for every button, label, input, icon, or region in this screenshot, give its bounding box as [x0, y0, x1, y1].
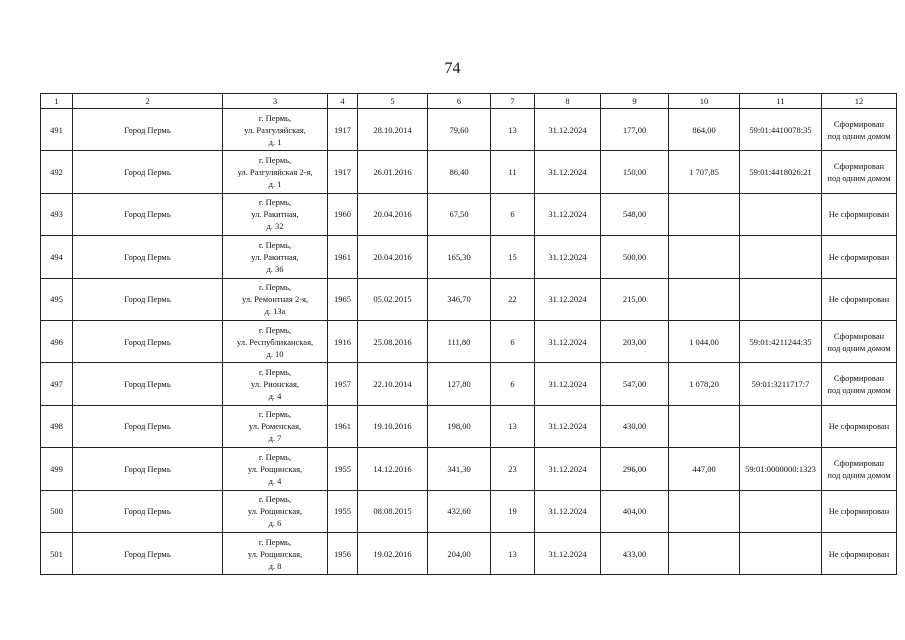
- status-line: Сформирован: [833, 161, 885, 172]
- inclusion-date-cell: 22.10.2014: [358, 363, 428, 405]
- status-line: Сформирован: [833, 373, 885, 384]
- address-cell: [223, 448, 328, 490]
- address-line: г. Пермь,: [258, 197, 292, 208]
- municipality-cell: Город Пермь: [73, 278, 223, 320]
- area-cell: 79,60: [428, 109, 491, 151]
- status-line: Не сформирован: [828, 251, 890, 262]
- col10-value-cell: 1 078,20: [669, 363, 740, 405]
- col10-value-cell: [669, 405, 740, 447]
- status-line: Сформирован: [833, 457, 885, 468]
- row-number-cell: 496: [41, 320, 73, 362]
- col9-value-cell: 430,00: [601, 405, 669, 447]
- municipality-cell: Город Пермь: [73, 320, 223, 362]
- row-number-cell: 499: [41, 448, 73, 490]
- column-header: 2: [73, 94, 223, 109]
- registry-table: [40, 93, 897, 575]
- residents-count-cell: 13: [491, 405, 535, 447]
- build-year-cell: 1917: [328, 151, 358, 193]
- address-line: ул. Роменская,: [248, 421, 302, 432]
- address-line: г. Пермь,: [258, 494, 292, 505]
- area-cell: 204,00: [428, 532, 491, 574]
- residents-count-cell: 19: [491, 490, 535, 532]
- address-line: г. Пермь,: [258, 282, 292, 293]
- column-header: 10: [669, 94, 740, 109]
- cadastral-number-cell: [740, 278, 822, 320]
- address-cell: [223, 109, 328, 151]
- deadline-cell: 31.12.2024: [535, 363, 601, 405]
- address-line: ул. Рощинская,: [247, 548, 303, 559]
- address-cell: [223, 193, 328, 235]
- address-line: ул. Рощинская,: [247, 506, 303, 517]
- area-cell: 86,40: [428, 151, 491, 193]
- column-header: 5: [358, 94, 428, 109]
- column-header: 4: [328, 94, 358, 109]
- row-number-cell: 498: [41, 405, 73, 447]
- build-year-cell: 1961: [328, 236, 358, 278]
- col10-value-cell: [669, 278, 740, 320]
- col9-value-cell: 433,00: [601, 532, 669, 574]
- col9-value-cell: 296,00: [601, 448, 669, 490]
- area-cell: 341,30: [428, 448, 491, 490]
- municipality-cell: Город Пермь: [73, 532, 223, 574]
- row-number-cell: 494: [41, 236, 73, 278]
- table-row: [41, 193, 897, 235]
- status-line: под одним домом: [827, 342, 891, 353]
- col10-value-cell: [669, 236, 740, 278]
- address-cell: [223, 532, 328, 574]
- status-line: Не сформирован: [828, 421, 890, 432]
- municipality-cell: Город Пермь: [73, 109, 223, 151]
- residents-count-cell: 6: [491, 320, 535, 362]
- cadastral-number-cell: [740, 490, 822, 532]
- column-header: 12: [822, 94, 897, 109]
- build-year-cell: 1917: [328, 109, 358, 151]
- table-row: [41, 151, 897, 193]
- area-cell: 432,60: [428, 490, 491, 532]
- land-status-cell: [822, 320, 897, 362]
- table-body: [41, 109, 897, 575]
- address-cell: [223, 278, 328, 320]
- status-line: Сформирован: [833, 330, 885, 341]
- municipality-cell: Город Пермь: [73, 448, 223, 490]
- inclusion-date-cell: 26.01.2016: [358, 151, 428, 193]
- status-line: Не сформирован: [828, 294, 890, 305]
- col9-value-cell: 177,00: [601, 109, 669, 151]
- column-header: 11: [740, 94, 822, 109]
- inclusion-date-cell: 19.02.2016: [358, 532, 428, 574]
- land-status-cell: [822, 278, 897, 320]
- col10-value-cell: 864,00: [669, 109, 740, 151]
- deadline-cell: 31.12.2024: [535, 109, 601, 151]
- col9-value-cell: 547,00: [601, 363, 669, 405]
- deadline-cell: 31.12.2024: [535, 405, 601, 447]
- address-line: д. 32: [266, 221, 284, 232]
- cadastral-number-cell: 59:01:4418026:21: [740, 151, 822, 193]
- address-line: ул. Разгуляйская 2-я,: [237, 167, 313, 178]
- status-line: Не сформирован: [828, 548, 890, 559]
- address-line: г. Пермь,: [258, 324, 292, 335]
- area-cell: 346,70: [428, 278, 491, 320]
- address-line: ул. Ракитная,: [251, 251, 299, 262]
- residents-count-cell: 22: [491, 278, 535, 320]
- address-line: ул. Республиканская,: [236, 336, 314, 347]
- col10-value-cell: [669, 193, 740, 235]
- address-line: г. Пермь,: [258, 112, 292, 123]
- row-number-cell: 493: [41, 193, 73, 235]
- inclusion-date-cell: 28.10.2014: [358, 109, 428, 151]
- residents-count-cell: 13: [491, 532, 535, 574]
- municipality-cell: Город Пермь: [73, 490, 223, 532]
- col9-value-cell: 203,00: [601, 320, 669, 362]
- status-line: Не сформирован: [828, 209, 890, 220]
- deadline-cell: 31.12.2024: [535, 193, 601, 235]
- address-line: г. Пермь,: [258, 451, 292, 462]
- col9-value-cell: 548,00: [601, 193, 669, 235]
- table-row: [41, 109, 897, 151]
- column-header: 6: [428, 94, 491, 109]
- table-row: [41, 236, 897, 278]
- col9-value-cell: 500,00: [601, 236, 669, 278]
- residents-count-cell: 13: [491, 109, 535, 151]
- land-status-cell: [822, 236, 897, 278]
- residents-count-cell: 11: [491, 151, 535, 193]
- cadastral-number-cell: [740, 236, 822, 278]
- area-cell: 67,50: [428, 193, 491, 235]
- table-row: [41, 490, 897, 532]
- column-header: 3: [223, 94, 328, 109]
- build-year-cell: 1955: [328, 448, 358, 490]
- area-cell: 198,00: [428, 405, 491, 447]
- address-cell: [223, 363, 328, 405]
- inclusion-date-cell: 20.04.2016: [358, 236, 428, 278]
- address-line: д. 36: [266, 263, 284, 274]
- area-cell: 165,30: [428, 236, 491, 278]
- col9-value-cell: 150,00: [601, 151, 669, 193]
- inclusion-date-cell: 14.12.2016: [358, 448, 428, 490]
- column-header: 8: [535, 94, 601, 109]
- col10-value-cell: 1 044,00: [669, 320, 740, 362]
- build-year-cell: 1956: [328, 532, 358, 574]
- cadastral-number-cell: 59:01:3211717:7: [740, 363, 822, 405]
- inclusion-date-cell: 25.08.2016: [358, 320, 428, 362]
- land-status-cell: [822, 448, 897, 490]
- build-year-cell: 1916: [328, 320, 358, 362]
- row-number-cell: 497: [41, 363, 73, 405]
- address-cell: [223, 405, 328, 447]
- deadline-cell: 31.12.2024: [535, 448, 601, 490]
- area-cell: 111,80: [428, 320, 491, 362]
- cadastral-number-cell: 59:01:4211244:35: [740, 320, 822, 362]
- address-cell: [223, 151, 328, 193]
- col10-value-cell: 447,00: [669, 448, 740, 490]
- table-row: [41, 405, 897, 447]
- cadastral-number-cell: [740, 532, 822, 574]
- address-line: д. 4: [268, 391, 282, 402]
- residents-count-cell: 15: [491, 236, 535, 278]
- residents-count-cell: 6: [491, 193, 535, 235]
- land-status-cell: [822, 151, 897, 193]
- table-row: [41, 363, 897, 405]
- address-line: д. 10: [266, 348, 284, 359]
- land-status-cell: [822, 490, 897, 532]
- municipality-cell: Город Пермь: [73, 151, 223, 193]
- status-line: Сформирован: [833, 118, 885, 129]
- address-cell: [223, 236, 328, 278]
- address-line: г. Пермь,: [258, 155, 292, 166]
- land-status-cell: [822, 363, 897, 405]
- address-line: ул. Рионская,: [250, 379, 300, 390]
- address-cell: [223, 490, 328, 532]
- col9-value-cell: 404,00: [601, 490, 669, 532]
- build-year-cell: 1965: [328, 278, 358, 320]
- residents-count-cell: 6: [491, 363, 535, 405]
- address-line: д. 8: [268, 560, 282, 571]
- address-line: ул. Разгуляйская,: [244, 124, 306, 135]
- address-line: г. Пермь,: [258, 536, 292, 547]
- col9-value-cell: 215,00: [601, 278, 669, 320]
- address-line: д. 13а: [264, 306, 286, 317]
- address-line: д. 1: [268, 136, 282, 147]
- build-year-cell: 1960: [328, 193, 358, 235]
- table-row: [41, 532, 897, 574]
- address-line: ул. Рощинская,: [247, 463, 303, 474]
- deadline-cell: 31.12.2024: [535, 236, 601, 278]
- municipality-cell: Город Пермь: [73, 193, 223, 235]
- address-line: д. 6: [268, 518, 282, 529]
- residents-count-cell: 23: [491, 448, 535, 490]
- row-number-cell: 491: [41, 109, 73, 151]
- table-row: [41, 278, 897, 320]
- address-line: ул. Ремонтная 2-я,: [241, 294, 309, 305]
- column-header: 1: [41, 94, 73, 109]
- status-line: под одним домом: [827, 130, 891, 141]
- col10-value-cell: [669, 490, 740, 532]
- column-header: 7: [491, 94, 535, 109]
- cadastral-number-cell: 59:01:4410078:35: [740, 109, 822, 151]
- deadline-cell: 31.12.2024: [535, 278, 601, 320]
- inclusion-date-cell: 08.08.2015: [358, 490, 428, 532]
- inclusion-date-cell: 05.02.2015: [358, 278, 428, 320]
- cadastral-number-cell: 59:01:0000000:1323: [740, 448, 822, 490]
- column-header: 9: [601, 94, 669, 109]
- address-line: г. Пермь,: [258, 367, 292, 378]
- row-number-cell: 501: [41, 532, 73, 574]
- status-line: под одним домом: [827, 469, 891, 480]
- inclusion-date-cell: 20.04.2016: [358, 193, 428, 235]
- municipality-cell: Город Пермь: [73, 236, 223, 278]
- row-number-cell: 492: [41, 151, 73, 193]
- deadline-cell: 31.12.2024: [535, 490, 601, 532]
- col10-value-cell: 1 707,85: [669, 151, 740, 193]
- area-cell: 127,80: [428, 363, 491, 405]
- land-status-cell: [822, 532, 897, 574]
- municipality-cell: Город Пермь: [73, 363, 223, 405]
- cadastral-number-cell: [740, 405, 822, 447]
- status-line: под одним домом: [827, 173, 891, 184]
- row-number-cell: 500: [41, 490, 73, 532]
- address-line: г. Пермь,: [258, 239, 292, 250]
- table-row: [41, 320, 897, 362]
- page-number: 74: [444, 60, 461, 77]
- deadline-cell: 31.12.2024: [535, 151, 601, 193]
- address-line: ул. Ракитная,: [251, 209, 299, 220]
- address-line: д. 1: [268, 179, 282, 190]
- header-row: [41, 94, 897, 109]
- address-line: д. 7: [268, 433, 282, 444]
- build-year-cell: 1957: [328, 363, 358, 405]
- inclusion-date-cell: 19.10.2016: [358, 405, 428, 447]
- deadline-cell: 31.12.2024: [535, 532, 601, 574]
- address-line: д. 4: [268, 475, 282, 486]
- land-status-cell: [822, 193, 897, 235]
- col10-value-cell: [669, 532, 740, 574]
- cadastral-number-cell: [740, 193, 822, 235]
- table-row: [41, 448, 897, 490]
- land-status-cell: [822, 109, 897, 151]
- land-status-cell: [822, 405, 897, 447]
- status-line: Не сформирован: [828, 506, 890, 517]
- deadline-cell: 31.12.2024: [535, 320, 601, 362]
- address-cell: [223, 320, 328, 362]
- row-number-cell: 495: [41, 278, 73, 320]
- address-line: г. Пермь,: [258, 409, 292, 420]
- build-year-cell: 1955: [328, 490, 358, 532]
- status-line: под одним домом: [827, 385, 891, 396]
- build-year-cell: 1961: [328, 405, 358, 447]
- municipality-cell: Город Пермь: [73, 405, 223, 447]
